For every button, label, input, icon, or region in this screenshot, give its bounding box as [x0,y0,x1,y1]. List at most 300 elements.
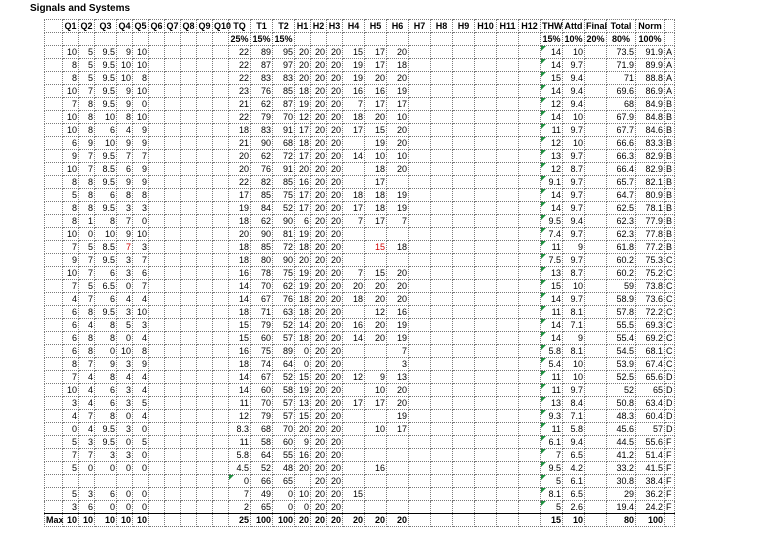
grade-cell[interactable]: 8 [79,189,95,202]
grade-cell[interactable]: 38.4 [636,475,665,488]
grade-cell[interactable]: 8 [79,345,95,358]
grade-cell[interactable] [519,332,541,345]
grade-cell[interactable]: 0 [133,215,149,228]
grade-cell[interactable]: 20 [327,319,343,332]
grade-cell[interactable]: 54.5 [607,345,636,358]
grade-cell[interactable]: 14 [229,280,251,293]
grade-cell[interactable] [387,449,409,462]
grade-cell[interactable] [453,306,475,319]
grade-cell[interactable]: 20 [327,189,343,202]
grade-cell[interactable] [475,111,497,124]
grade-cell[interactable] [519,371,541,384]
grade-cell[interactable]: 71 [251,306,273,319]
grade-cell[interactable]: 3 [63,501,79,514]
grade-cell[interactable]: 20 [311,436,327,449]
grade-cell[interactable]: 41.2 [607,449,636,462]
grade-cell[interactable] [197,137,213,150]
grade-cell[interactable]: 14 [229,371,251,384]
grade-cell[interactable] [453,423,475,436]
grade-cell[interactable]: 12 [365,306,387,319]
grade-cell[interactable] [149,371,165,384]
grade-cell[interactable]: 20 [327,488,343,501]
grade-cell[interactable]: A [665,46,675,59]
grade-cell[interactable]: 84.9 [636,98,665,111]
grade-cell[interactable]: 62 [251,98,273,111]
grade-cell[interactable] [453,319,475,332]
grade-cell[interactable] [585,98,607,111]
grade-cell[interactable] [585,176,607,189]
header-cell[interactable]: Q10 [214,20,232,31]
grade-cell[interactable]: 9.4 [563,215,585,228]
thw-cell-with-note[interactable]: 12 [541,137,563,150]
weight-cell[interactable] [181,33,197,46]
grade-cell[interactable]: 75.3 [636,254,665,267]
grade-cell[interactable]: 7 [343,267,365,280]
grade-cell[interactable]: 20 [327,72,343,85]
grade-cell[interactable]: 0 [95,345,117,358]
header-cell[interactable]: Q7 [166,20,179,31]
grade-cell[interactable]: 16 [229,345,251,358]
grade-cell[interactable]: 15 [365,241,387,254]
header-cell[interactable]: Norm [636,20,665,33]
grade-cell[interactable]: 30.8 [607,475,636,488]
grade-cell[interactable]: 57 [273,332,295,345]
grade-cell[interactable]: 20 [295,59,311,72]
grade-cell[interactable] [519,358,541,371]
grade-cell[interactable] [149,215,165,228]
thw-cell-with-note[interactable]: 13 [541,397,563,410]
grade-cell[interactable] [585,72,607,85]
grade-cell[interactable] [181,98,197,111]
grade-cell[interactable]: 75 [251,345,273,358]
grade-cell[interactable]: F [665,449,675,462]
grade-cell[interactable] [585,345,607,358]
grade-cell[interactable]: 65 [636,384,665,397]
grade-cell[interactable] [453,46,475,59]
grade-cell[interactable] [519,449,541,462]
grade-cell[interactable]: 20 [327,150,343,163]
grade-cell[interactable] [431,293,453,306]
grade-cell[interactable]: 20 [311,423,327,436]
grade-cell[interactable]: 10 [563,371,585,384]
grade-cell[interactable] [453,124,475,137]
grade-cell[interactable]: 19 [387,202,409,215]
grade-cell[interactable] [181,449,197,462]
grade-cell[interactable]: 29 [607,488,636,501]
grade-cell[interactable] [431,397,453,410]
grade-cell[interactable] [45,267,63,280]
grade-cell[interactable] [409,371,431,384]
grade-cell[interactable]: 20 [327,254,343,267]
grade-cell[interactable]: 8 [79,124,95,137]
grade-cell[interactable] [197,423,213,436]
header-cell[interactable]: H10 [475,20,497,33]
grade-cell[interactable] [45,46,63,59]
grade-cell[interactable] [45,501,63,514]
grade-cell[interactable]: A [665,59,675,72]
grade-cell[interactable] [409,215,431,228]
grade-cell[interactable] [431,475,453,488]
grade-cell[interactable]: 17 [387,98,409,111]
grade-cell[interactable]: 7 [117,241,133,254]
grade-cell[interactable] [585,267,607,280]
grade-cell[interactable]: 87 [251,59,273,72]
grade-cell[interactable]: 10 [133,46,149,59]
weight-cell[interactable] [63,33,79,46]
grade-cell[interactable] [165,46,181,59]
grade-cell[interactable] [519,228,541,241]
grade-cell[interactable]: 8 [95,371,117,384]
grade-cell[interactable]: 9 [563,241,585,254]
thw-cell-with-note[interactable]: 15 [541,280,563,293]
thw-cell-with-note[interactable]: 12 [541,163,563,176]
grade-cell[interactable] [585,280,607,293]
grade-cell[interactable]: 9.7 [563,176,585,189]
grade-cell[interactable] [519,293,541,306]
grade-cell[interactable]: 5 [79,59,95,72]
grade-cell[interactable]: 3 [117,423,133,436]
max-cell[interactable]: 10 [117,514,133,527]
grade-cell[interactable]: 8 [63,358,79,371]
grade-cell[interactable]: 9 [295,436,311,449]
grade-cell[interactable]: 10 [95,228,117,241]
grade-cell[interactable]: 17 [295,202,311,215]
grade-cell[interactable]: 90 [273,254,295,267]
grade-cell[interactable] [343,423,365,436]
grade-cell[interactable]: 70 [273,423,295,436]
grade-cell[interactable] [585,215,607,228]
grade-cell[interactable] [181,462,197,475]
grade-cell[interactable]: 18 [343,293,365,306]
grade-cell[interactable]: 0 [295,345,311,358]
grade-cell[interactable] [181,72,197,85]
grade-cell[interactable] [165,267,181,280]
grade-cell[interactable]: 10 [63,124,79,137]
grade-cell[interactable]: 83 [251,124,273,137]
grade-cell[interactable]: 78 [251,267,273,280]
grade-cell[interactable]: 18 [229,215,251,228]
grade-cell[interactable]: 9 [63,150,79,163]
grade-cell[interactable] [497,423,519,436]
grade-cell[interactable]: 17 [365,46,387,59]
grade-cell[interactable] [431,176,453,189]
grade-cell[interactable]: 9 [133,137,149,150]
grade-cell[interactable] [149,280,165,293]
grade-cell[interactable]: 8 [133,345,149,358]
grade-cell[interactable]: 18 [295,306,311,319]
grade-cell[interactable] [343,436,365,449]
grade-cell[interactable]: 7 [117,215,133,228]
grade-cell[interactable]: 20 [311,228,327,241]
grade-cell[interactable]: 10 [63,163,79,176]
thw-cell-with-note[interactable]: 9.5 [541,462,563,475]
grade-cell[interactable]: 4 [133,384,149,397]
grade-cell[interactable]: 4 [133,371,149,384]
grade-cell[interactable]: 20 [295,72,311,85]
grade-cell[interactable]: 19 [387,410,409,423]
grade-cell[interactable] [149,111,165,124]
grade-cell[interactable] [453,384,475,397]
grade-cell[interactable]: 3 [133,202,149,215]
grade-cell[interactable] [585,111,607,124]
grade-cell[interactable]: 8 [117,189,133,202]
grade-cell[interactable] [45,59,63,72]
grade-cell[interactable]: 3 [117,397,133,410]
grade-cell[interactable] [497,462,519,475]
grade-cell[interactable]: 8.5 [95,241,117,254]
grade-cell[interactable] [519,254,541,267]
grade-cell[interactable] [585,163,607,176]
header-cell[interactable]: Q4 [118,20,131,31]
header-cell[interactable]: H7 [409,20,431,33]
grade-cell[interactable]: 10 [563,358,585,371]
grade-cell[interactable] [409,254,431,267]
grade-cell[interactable]: 6.1 [563,475,585,488]
grade-cell[interactable]: 87 [273,98,295,111]
grade-cell[interactable] [213,176,229,189]
grade-cell[interactable]: 20 [327,228,343,241]
max-cell[interactable]: 10 [133,514,149,527]
grade-cell[interactable] [519,137,541,150]
grade-cell[interactable]: B [665,137,675,150]
grade-cell[interactable]: 7 [63,371,79,384]
grade-cell[interactable] [181,111,197,124]
thw-cell-with-note[interactable]: 11 [541,384,563,397]
grade-cell[interactable] [45,72,63,85]
grade-cell[interactable] [165,241,181,254]
grade-cell[interactable] [453,228,475,241]
grade-cell[interactable]: 18 [295,332,311,345]
grade-cell[interactable]: 12 [229,410,251,423]
grade-cell[interactable]: 9.7 [563,384,585,397]
grade-cell[interactable]: 6 [95,189,117,202]
grade-cell[interactable]: 20 [295,254,311,267]
grade-cell[interactable] [585,293,607,306]
grade-cell[interactable]: 20 [365,72,387,85]
grade-cell[interactable]: 19 [295,228,311,241]
grade-cell[interactable]: 8 [95,215,117,228]
grade-cell[interactable]: 14 [343,332,365,345]
grade-cell[interactable]: 19 [387,332,409,345]
grade-cell[interactable] [365,345,387,358]
grade-cell[interactable] [519,46,541,59]
grade-cell[interactable]: 16 [229,267,251,280]
grade-cell[interactable] [497,449,519,462]
grade-cell[interactable] [475,462,497,475]
grade-cell[interactable] [475,228,497,241]
grade-cell[interactable]: 75 [273,267,295,280]
grade-cell[interactable]: 19 [295,280,311,293]
grade-cell[interactable]: 6 [63,306,79,319]
grade-cell[interactable] [519,410,541,423]
grade-cell[interactable] [165,124,181,137]
grade-cell[interactable]: 7 [79,85,95,98]
grade-cell[interactable] [519,72,541,85]
grade-cell[interactable] [149,384,165,397]
grade-cell[interactable] [519,241,541,254]
grade-cell[interactable] [165,436,181,449]
weight-cell[interactable]: 25% [230,33,249,44]
weight-cell[interactable] [475,33,497,46]
grade-cell[interactable] [431,59,453,72]
grade-cell[interactable] [45,410,63,423]
grade-cell[interactable]: 20 [311,59,327,72]
grade-cell[interactable] [409,306,431,319]
grade-cell[interactable] [197,59,213,72]
grade-cell[interactable]: 8 [63,72,79,85]
grade-cell[interactable] [165,163,181,176]
grade-cell[interactable] [409,111,431,124]
grade-cell[interactable]: 13 [387,371,409,384]
grade-cell[interactable]: 22 [229,111,251,124]
grade-cell[interactable]: 13 [295,397,311,410]
grade-cell[interactable]: 20 [311,46,327,59]
grade-cell[interactable]: 6.5 [563,488,585,501]
grade-cell[interactable]: 18 [295,85,311,98]
grade-cell[interactable]: 58.9 [607,293,636,306]
grade-cell[interactable] [409,410,431,423]
grade-cell[interactable] [181,306,197,319]
grade-cell[interactable] [79,475,95,488]
grade-cell[interactable]: 19 [365,137,387,150]
grade-cell[interactable]: 55.4 [607,332,636,345]
grade-cell[interactable]: 9 [563,332,585,345]
grade-cell[interactable] [519,59,541,72]
grade-cell[interactable] [453,72,475,85]
grade-cell[interactable] [197,358,213,371]
grade-cell[interactable]: C [666,254,673,265]
grade-cell[interactable] [519,163,541,176]
grade-cell[interactable]: C [666,332,673,343]
grade-cell[interactable]: 17 [365,176,387,189]
grade-cell[interactable] [453,371,475,384]
grade-cell[interactable]: 20 [343,280,365,293]
grade-cell[interactable] [453,410,475,423]
grade-cell[interactable] [45,111,63,124]
max-cell[interactable] [497,514,519,527]
grade-cell[interactable]: 3 [117,449,133,462]
grade-cell[interactable] [497,306,519,319]
grade-cell[interactable]: 7 [63,241,79,254]
grade-cell[interactable]: 63.4 [636,397,665,410]
grade-cell[interactable] [585,241,607,254]
grade-cell[interactable]: 0 [95,501,117,514]
grade-cell[interactable] [213,306,229,319]
grade-cell[interactable]: 20 [311,306,327,319]
grade-cell[interactable]: 55.5 [607,319,636,332]
grade-cell[interactable] [519,176,541,189]
weight-cell[interactable] [365,33,387,46]
grade-cell[interactable]: 16 [295,176,311,189]
grade-cell[interactable]: 4 [133,293,149,306]
grade-cell[interactable] [409,176,431,189]
max-cell[interactable] [197,514,213,527]
grade-cell[interactable]: 57.8 [607,306,636,319]
grade-cell[interactable] [497,410,519,423]
grade-cell[interactable]: 3 [133,241,149,254]
grade-cell[interactable]: 48 [273,462,295,475]
grade-cell[interactable]: 9.5 [95,423,117,436]
grade-cell[interactable]: F [665,488,675,501]
grade-cell[interactable]: 4 [79,397,95,410]
grade-cell[interactable] [585,501,607,514]
grade-cell[interactable]: 0 [117,436,133,449]
grade-cell[interactable] [149,319,165,332]
grade-cell[interactable] [45,488,63,501]
grade-cell[interactable]: 20 [311,410,327,423]
grade-cell[interactable] [45,306,63,319]
grade-cell[interactable] [365,228,387,241]
grade-cell[interactable]: 20 [387,46,409,59]
header-cell[interactable]: Q2 [80,20,93,31]
grade-cell[interactable] [149,436,165,449]
grade-cell[interactable]: 4 [133,332,149,345]
grade-cell[interactable]: 10 [133,85,149,98]
grade-cell[interactable]: 6 [117,163,133,176]
grade-cell[interactable]: 9.7 [563,254,585,267]
thw-cell-with-note[interactable]: 8.1 [541,488,563,501]
grade-cell[interactable] [181,202,197,215]
grade-cell[interactable] [213,462,229,475]
grade-cell[interactable]: 52 [273,202,295,215]
grade-cell[interactable]: 0 [117,501,133,514]
grade-cell[interactable]: 20 [311,501,327,514]
grade-cell[interactable]: 20 [327,501,343,514]
grade-cell[interactable] [585,59,607,72]
grade-cell[interactable]: 75 [273,189,295,202]
grade-cell[interactable]: 8 [95,319,117,332]
grade-cell[interactable] [475,345,497,358]
grade-cell[interactable]: 20 [311,111,327,124]
grade-cell[interactable] [475,72,497,85]
grade-cell[interactable]: 57 [273,397,295,410]
grade-cell[interactable] [409,475,431,488]
grade-cell[interactable] [165,228,181,241]
grade-cell[interactable]: 4.5 [229,462,251,475]
grade-cell[interactable]: 62 [251,215,273,228]
grade-cell[interactable]: 0 [117,280,133,293]
grade-cell[interactable]: 7 [79,293,95,306]
grade-cell[interactable] [45,254,63,267]
weight-cell[interactable] [327,33,343,46]
grade-cell[interactable]: C [666,280,673,291]
grade-cell[interactable]: 20 [311,85,327,98]
grade-cell[interactable] [365,475,387,488]
grade-cell[interactable] [497,215,519,228]
thw-cell-with-note[interactable]: 5 [541,475,563,488]
grade-cell[interactable]: 66.3 [607,150,636,163]
grade-cell[interactable] [197,215,213,228]
grade-cell[interactable] [453,280,475,293]
grade-cell[interactable] [453,85,475,98]
grade-cell[interactable] [149,189,165,202]
grade-cell[interactable] [45,358,63,371]
grade-cell[interactable]: 20 [327,98,343,111]
grade-cell[interactable]: 3 [79,436,95,449]
grade-cell[interactable]: 8 [133,72,149,85]
grade-cell[interactable] [213,189,229,202]
grade-cell[interactable]: 20 [387,137,409,150]
grade-cell[interactable]: 52 [273,319,295,332]
grade-cell[interactable] [197,306,213,319]
grade-cell[interactable]: 9.5 [95,254,117,267]
grade-cell[interactable] [181,332,197,345]
grade-cell[interactable]: 20 [387,384,409,397]
grade-cell[interactable] [365,436,387,449]
grade-cell[interactable]: 14 [229,384,251,397]
grade-cell[interactable]: 3 [95,449,117,462]
grade-cell[interactable]: 20 [311,254,327,267]
